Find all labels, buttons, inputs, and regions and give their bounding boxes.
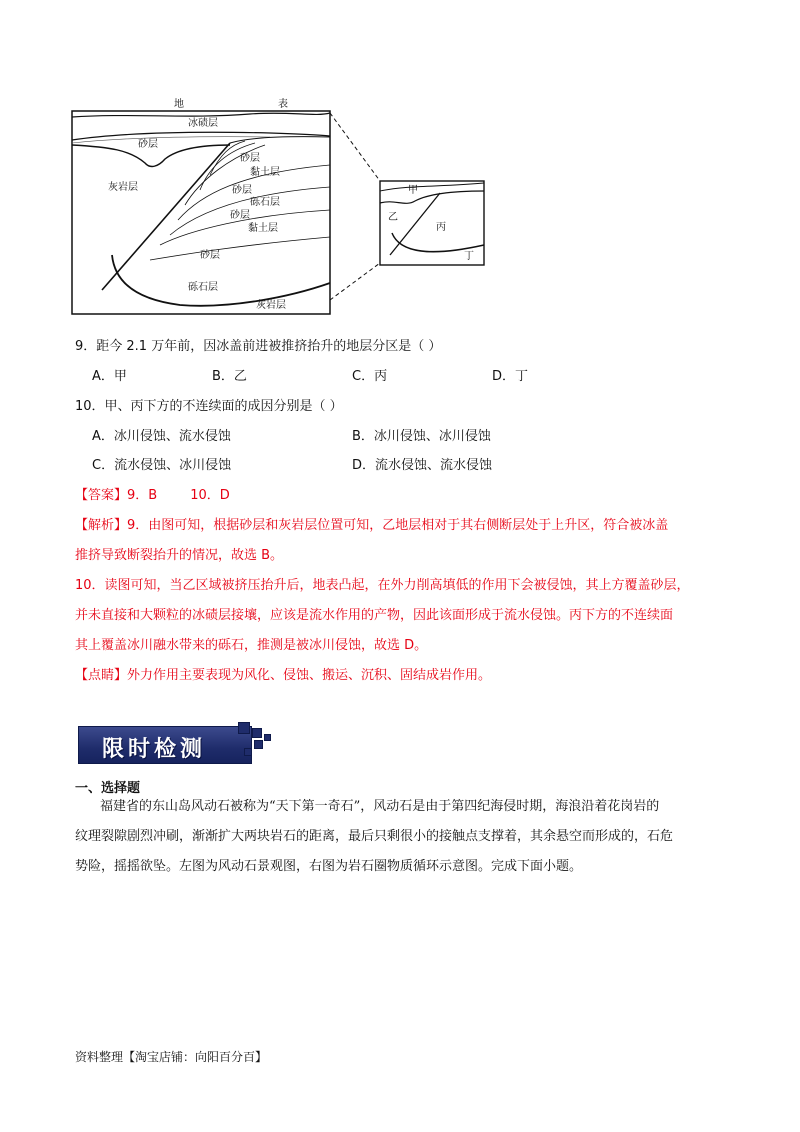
label-sand-2: 砂层 xyxy=(232,185,252,196)
q9-option-c[interactable]: C．丙 xyxy=(352,369,388,384)
label-surface-right: 表 xyxy=(278,99,288,110)
analysis-text-1: 9．由图可知，根据砂层和灰岩层位置可知，乙地层相对于其右侧断层处于上升区，符合被冰盖 xyxy=(127,518,669,533)
section-title: 一、选择题 xyxy=(75,781,141,796)
banner-square-decor xyxy=(252,728,262,738)
passage-line-3: 势险，摇摇欲坠。左图为风动石景观图，右图为岩石圈物质循环示意图。完成下面小题。 xyxy=(75,859,583,874)
till-base-line xyxy=(72,132,330,140)
banner-square-decor xyxy=(238,722,250,734)
banner-square-decor xyxy=(264,734,271,741)
till-thin-line xyxy=(72,137,270,143)
connector-bottom xyxy=(330,263,380,300)
label-sand-3: 砂层 xyxy=(230,210,250,221)
analysis-line-1 xyxy=(75,516,668,536)
label-sand-4: 砂层 xyxy=(200,250,220,261)
cross-section-svg xyxy=(70,95,490,320)
label-limestone-bottom: 灰岩层 xyxy=(256,300,286,311)
q9-option-b[interactable]: B．乙 xyxy=(212,369,247,384)
layer-curve-7 xyxy=(150,237,330,260)
fault-line-left xyxy=(102,143,230,290)
label-gravel-bottom: 砾石层 xyxy=(188,282,218,293)
answer-line xyxy=(75,486,230,506)
gravel-base-curve xyxy=(112,255,330,306)
passage-line-2: 纹理裂隙剧烈冲刷，渐渐扩大两块岩石的距离，最后只剩很小的接触点支撑着，其余悬空而形成的，石危 xyxy=(75,829,674,844)
geology-cross-section-figure xyxy=(70,95,490,320)
connector-top xyxy=(330,113,380,181)
q10-option-d[interactable]: D．流水侵蚀、流水侵蚀 xyxy=(352,458,493,473)
surface-line xyxy=(72,113,330,117)
question-9-stem: 9．距今 2.1 万年前，因冰盖前进被推挤抬升的地层分区是（ ） xyxy=(75,339,442,354)
analysis-line-2: 推挤导致断裂抬升的情况，故选 B。 xyxy=(75,548,284,563)
inset-label-ding: 丁 xyxy=(464,251,474,262)
label-sand-1: 砂层 xyxy=(240,153,260,164)
inset-label-jia: 甲 xyxy=(408,185,418,196)
tip-text: 外力作用主要表现为风化、侵蚀、搬运、沉积、固结成岩作用。 xyxy=(127,668,492,683)
question-10-stem: 10．甲、丙下方的不连续面的成因分别是（ ） xyxy=(75,399,343,414)
analysis-line-4: 并未直接和大颗粒的冰碛层接壤，应该是流水作用的产物，因此该面形成于流水侵蚀。丙下方的不连续面 xyxy=(75,608,674,623)
inset-label-yi: 乙 xyxy=(388,212,398,223)
label-limestone-left: 灰岩层 xyxy=(108,182,138,193)
tip-line xyxy=(75,666,491,686)
answer-tag: 【答案】 xyxy=(75,488,128,503)
inset-surface xyxy=(380,183,484,191)
analysis-line-3: 10．读图可知，当乙区域被挤压抬升后，地表凸起，在外力削高填低的作用下会被侵蚀，其上方覆盖砂层， xyxy=(75,578,690,593)
banner-title: 限时检测 xyxy=(102,737,207,762)
q10-option-c[interactable]: C．流水侵蚀、冰川侵蚀 xyxy=(92,458,232,473)
section-banner xyxy=(78,722,270,768)
q9-option-d[interactable]: D．丁 xyxy=(492,369,529,384)
label-clay-1: 黏土层 xyxy=(250,167,280,178)
tip-tag: 【点睛】 xyxy=(75,668,128,683)
analysis-tag: 【解析】 xyxy=(75,518,128,533)
banner-square-decor xyxy=(254,740,263,749)
footer-text: 资料整理【淘宝店铺：向阳百分百】 xyxy=(75,1050,268,1064)
label-gravel-1: 砾石层 xyxy=(250,197,280,208)
label-surface-left: 地 xyxy=(174,99,184,110)
passage-line-1: 福建省的东山岛风动石被称为“天下第一奇石”，风动石是由于第四纪海侵时期，海浪沿着花岗岩的 xyxy=(100,799,660,814)
q10-option-b[interactable]: B．冰川侵蚀、冰川侵蚀 xyxy=(352,429,491,444)
banner-square-decor xyxy=(244,748,252,756)
analysis-line-5: 其上覆盖冰川融水带来的砾石，推测是被冰川侵蚀，故选 D。 xyxy=(75,638,428,653)
inset-sand-boundary xyxy=(380,191,484,203)
q10-option-a[interactable]: A．冰川侵蚀、流水侵蚀 xyxy=(92,429,231,444)
answer-text: 9．B 10．D xyxy=(127,488,230,503)
label-clay-2: 黏土层 xyxy=(248,223,278,234)
inset-label-bing: 丙 xyxy=(436,222,446,233)
q9-option-a[interactable]: A．甲 xyxy=(92,369,127,384)
fault-top xyxy=(230,137,330,143)
label-sand-top: 砂层 xyxy=(138,139,158,150)
label-till: 冰碛层 xyxy=(188,118,218,129)
